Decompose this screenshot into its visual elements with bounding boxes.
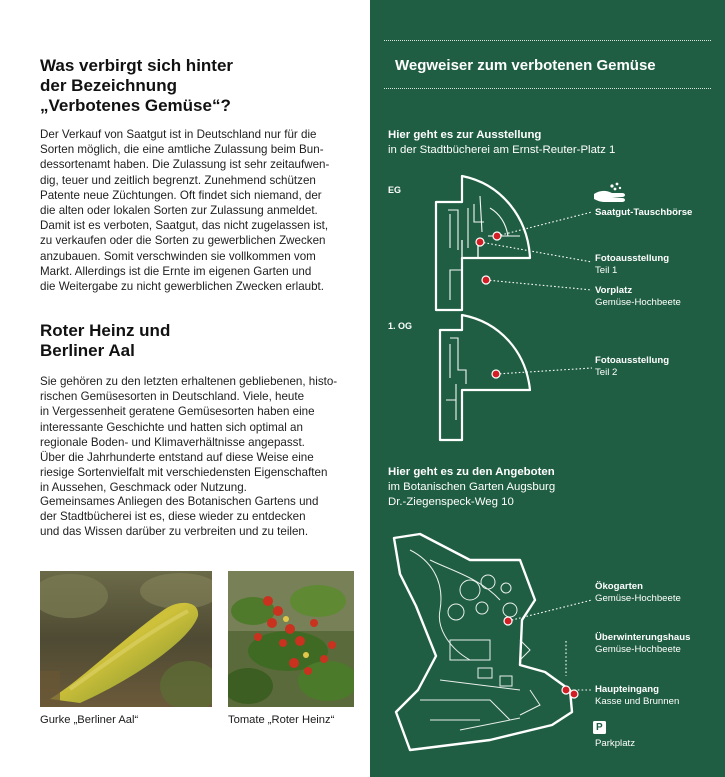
- marker-vorplatz: [482, 276, 490, 284]
- label-saatgut: Saatgut-Tauschbörse: [595, 207, 693, 218]
- label-vorplatz: Vorplatz Gemüse-Hochbeete: [595, 285, 681, 308]
- parking-icon-letter: P: [596, 722, 603, 733]
- floor-og-label: 1. OG: [388, 321, 413, 331]
- label-haupteingang: Haupteingang Kasse und Brunnen: [595, 684, 680, 707]
- tomato-photo: [228, 571, 354, 707]
- heading-roter-heinz: Roter Heinz und Berliner Aal: [40, 321, 171, 360]
- paragraph-gemuesesorten: Sie gehören zu den letzten erhaltenen gebliebenen, histo- rischen Gemüsesorten in Deutschland. Viele, heute in Vergessenheit geratene Gemüsesorten haben eine interessante Geschichte und hatten sich optimal an regionale Boden- und Klimaverhältnisse angepasst. Über die Jahrhunderte entstand auf diese Weise eine riesige Sortenvielfalt mit verschiedensten Eigenschaften in Aussehen, Geschmack oder Nutzung.: [40, 375, 338, 495]
- paragraph-saatgut: Der Verkauf von Saatgut ist in Deutschland nur für die Sorten möglich, die eine amtliche Zulassung beim Bun- dessortenamt haben. Die Zulassung ist sehr zeitaufwen- dig, teuer und zeitlich begrenzt. Zunehmend schützen Patente neue Züchtungen. Oft findet sich niemand, der die alten oder lokalen Sorten zur Zulassung anmeldet. Damit ist es verboten, Saatgut, das nicht zugelassen ist, zu verkaufen oder die Sorten zu gewerblichen Zwecken anzubauen. Somit verschwinden sie vollkommen vom Markt. Allerdings ist die Ernte im eigenen Garten und die Weitergabe zu nicht gewerblichen Zwecken erlaubt.: [40, 128, 330, 294]
- maps-svg: [370, 0, 725, 777]
- leader-saatgut: [497, 212, 592, 236]
- marker-saatgut: [493, 232, 501, 240]
- offers-heading: Hier geht es zu den Angeboten im Botanischen Garten Augsburg Dr.-Ziegenspeck-Weg 10: [388, 466, 556, 508]
- marker-haupteingang: [570, 690, 578, 698]
- label-foto1: Fotoausstellung Teil 1: [595, 253, 670, 276]
- seed-hand-icon: [594, 183, 625, 202]
- label-oekogarten: Ökogarten Gemüse-Hochbeete: [595, 581, 681, 604]
- leader-foto2: [496, 368, 592, 374]
- label-parkplatz: Parkplatz: [595, 738, 635, 749]
- marker-foto1: [476, 238, 484, 246]
- label-ueberwinterung: Überwinterungshaus Gemüse-Hochbeete: [595, 632, 691, 655]
- guide-title: Wegweiser zum verbotenen Gemüse: [395, 57, 656, 74]
- right-column: [370, 0, 725, 777]
- label-foto2: Fotoausstellung Teil 2: [595, 355, 670, 378]
- exhibition-heading: Hier geht es zur Ausstellung in der Stadtbücherei am Ernst-Reuter-Platz 1: [388, 129, 616, 156]
- leader-vorplatz: [486, 280, 592, 290]
- marker-ueberwinterung: [562, 686, 570, 694]
- garden-map-outline: [394, 534, 572, 750]
- leader-oekogarten: [508, 600, 592, 621]
- caption-tomato: Tomate „Roter Heinz“: [228, 714, 335, 726]
- marker-foto2: [492, 370, 500, 378]
- marker-oekogarten: [504, 617, 512, 625]
- floorplan-og-outline: [440, 315, 530, 440]
- caption-cucumber: Gurke „Berliner Aal“: [40, 714, 139, 726]
- heading-verbotenes-gemuese: Was verbirgt sich hinter der Bezeichnung „Verbotenes Gemüse“?: [40, 56, 234, 115]
- paragraph-anliegen: Gemeinsames Anliegen des Botanischen Gartens und der Stadtbücherei ist es, diese wieder zu entdecken und das Wissen darüber zu verbreiten und zu teilen.: [40, 495, 319, 539]
- floor-eg-label: EG: [388, 185, 402, 195]
- cucumber-photo: [40, 571, 212, 707]
